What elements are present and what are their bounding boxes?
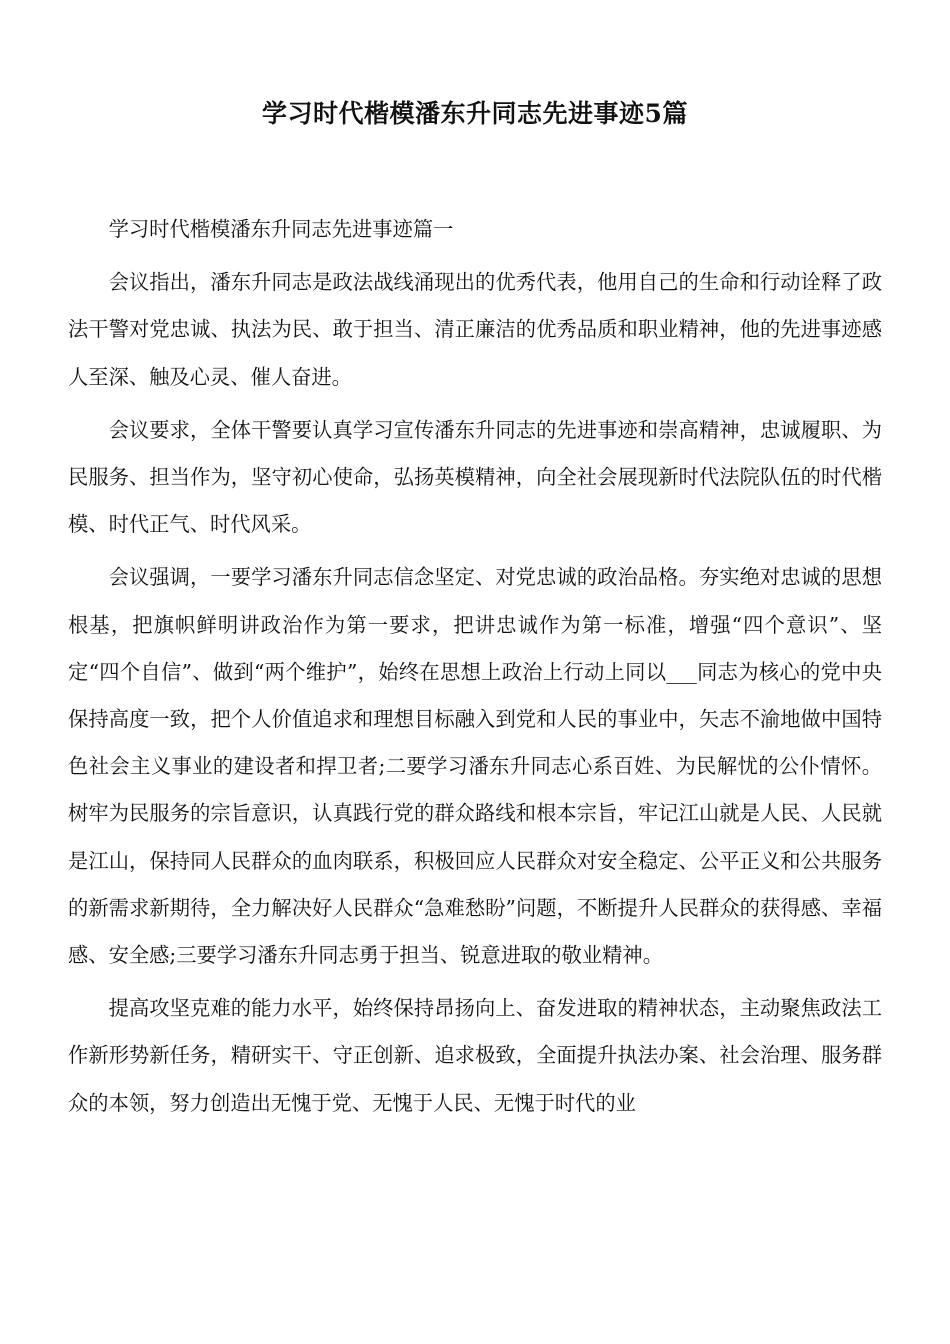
section-heading: 学习时代楷模潘东升同志先进事迹篇一 <box>108 217 454 241</box>
document-body <box>68 206 882 1133</box>
document-title: 学习时代楷模潘东升同志先进事迹5篇 <box>262 99 688 128</box>
body-paragraph: 会议强调，一要学习潘东升同志信念坚定、对党忠诚的政治品格。夯实绝对忠诚的思想根基，把旗帜鲜明讲政治作为第一要求，把讲忠诚作为第一标准，增强“四个意识”、坚定“四个自信”、做到“两个维护”，始终在思想上政治上行动上同以___同志为核心的党中央保持高度一致，把个人价值追求和理想目标融入到党和人民的事业中，矢志不渝地做中国特色社会主义事业的建设者和捍卫者;二要学习潘东升同志心系百姓、为民解忧的公仆情怀。树牢为民服务的宗旨意识，认真践行党的群众路线和根本宗旨，牢记江山就是人民、人民就是江山，保持同人民群众的血肉联系，积极回应人民群众对安全稳定、公平正义和公共服务的新需求新期待，全力解决好人民群众“急难愁盼”问题，不断提升人民群众的获得感、幸福感、安全感;三要学习潘东升同志勇于担当、锐意进取的敬业精神。 <box>68 565 882 968</box>
body-paragraph: 会议要求，全体干警要认真学习宣传潘东升同志的先进事迹和崇高精神，忠诚履职、为民服务、担当作为，坚守初心使命，弘扬英模精神，向全社会展现新时代法院队伍的时代楷模、时代正气、时代风采。 <box>68 417 882 537</box>
body-paragraph: 提高攻坚克难的能力水平，始终保持昂扬向上、奋发进取的精神状态，主动聚焦政法工作新形势新任务，精研实干、守正创新、追求极致，全面提升执法办案、社会治理、服务群众的本领，努力创造出无愧于党、无愧于人民、无愧于时代的业 <box>68 996 882 1115</box>
body-paragraph: 会议指出，潘东升同志是政法战线涌现出的优秀代表，他用自己的生命和行动诠释了政法干警对党忠诚、执法为民、敢于担当、清正廉洁的优秀品质和职业精神，他的先进事迹感人至深、触及心灵、催人奋进。 <box>68 270 882 389</box>
